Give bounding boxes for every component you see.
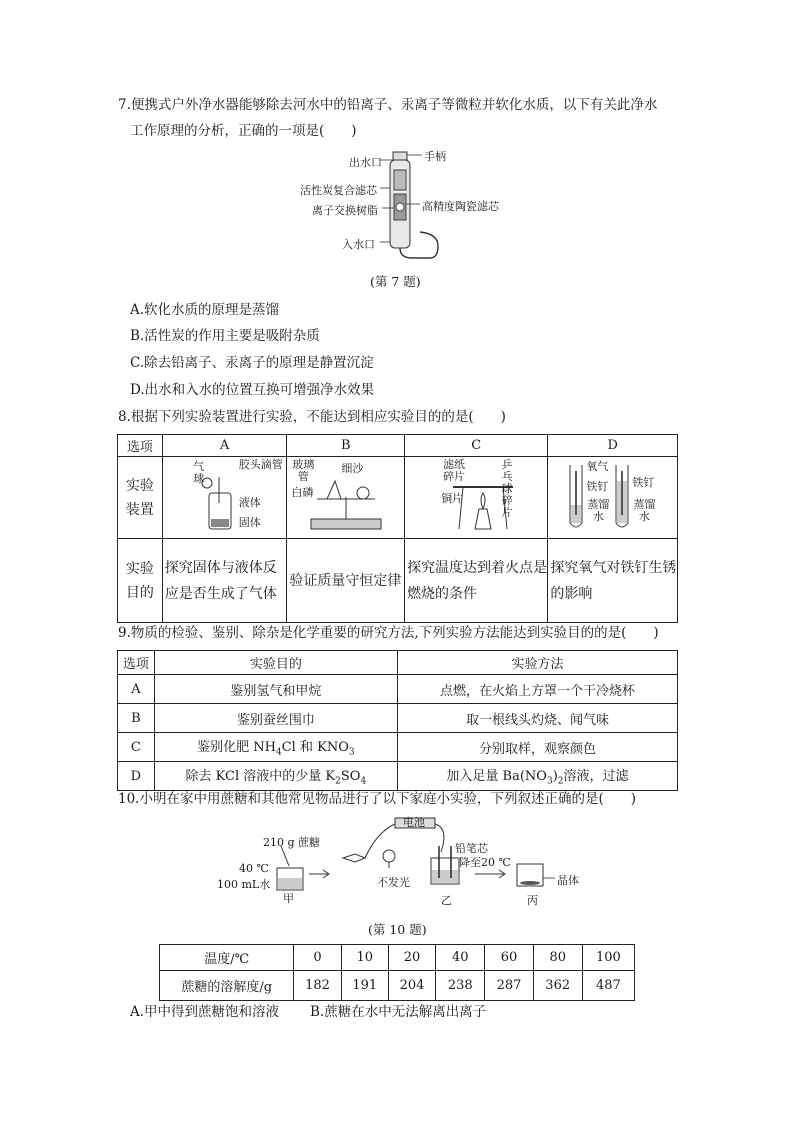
label-no-light: 不发光	[377, 876, 410, 889]
label-yi: 乙	[441, 894, 452, 907]
label-pencil-lead: 铅笔芯	[455, 842, 488, 855]
q8-header-d: D	[548, 435, 678, 457]
label-cool-20: 降至20 ℃	[459, 856, 511, 869]
table-row	[118, 733, 678, 762]
q8-header-b: B	[287, 435, 405, 457]
q9-row-b-method: 取一根线头灼烧、闻气味	[397, 704, 677, 733]
q8-purpose-a: 探究固体与液体反应是否生成了气体	[162, 539, 287, 623]
q10-temp-2: 20	[388, 945, 435, 971]
q10-temp-3: 40	[436, 945, 485, 971]
label-water-2: 蒸馏水	[633, 498, 656, 523]
q10-option-a: A.甲中得到蔗糖饱和溶液	[130, 1004, 280, 1020]
q9-row-d-method-sub2: 2	[557, 776, 564, 787]
q10-temp-label: 温度/℃	[160, 945, 294, 971]
label-glass-tube: 玻璃管	[292, 458, 315, 483]
apparatus-c	[405, 457, 548, 539]
label-ceramic-filter: 高精度陶瓷滤芯	[422, 200, 499, 213]
label-phosphorus: 白磷	[291, 486, 314, 499]
q9-row-c-purpose-sub2: 3	[348, 747, 355, 758]
q9-row-d-purpose-sub2: 4	[360, 776, 367, 787]
table-row	[118, 704, 678, 733]
table-row	[118, 675, 678, 704]
q10-temp-5: 80	[533, 945, 582, 971]
q10-solubility-6: 487	[582, 971, 634, 1001]
label-temp-40: 40 ℃	[239, 862, 269, 875]
q7-option-c: C.除去铅离子、汞离子的原理是静置沉淀	[130, 355, 374, 371]
q9-row-c-option: C	[118, 733, 155, 762]
label-nail-2: 铁钉	[632, 476, 655, 489]
apparatus-b	[287, 457, 405, 539]
q10-option-b: B.蔗糖在水中无法解离出离子	[310, 1004, 487, 1020]
q10-solubility-4: 287	[485, 971, 533, 1001]
q9-row-c-purpose-part1: 鉴别化肥 NH	[197, 740, 276, 756]
q10-solubility-label: 蔗糖的溶解度/g	[160, 971, 294, 1001]
q10-solubility-3: 238	[436, 971, 485, 1001]
q10-solubility-table	[159, 944, 635, 1001]
label-balloon: 气球	[193, 460, 205, 485]
q8-purpose-c: 探究温度达到着火点是燃烧的条件	[405, 539, 548, 623]
q8-stem: 8.根据下列实验装置进行实验，不能达到相应实验目的的是( )	[118, 409, 506, 425]
label-dropper: 胶头滴管	[238, 458, 283, 471]
q8-row-purpose-label: 实验目的	[118, 539, 163, 623]
q9-row-a-option: A	[118, 675, 155, 704]
q9-row-d-option: D	[118, 762, 155, 791]
q8-header-c: C	[405, 435, 548, 457]
label-water-100ml: 100 mL水	[217, 878, 271, 891]
label-battery: 电池	[403, 816, 425, 829]
label-sugar: 210 g 蔗糖	[263, 836, 321, 849]
q8-purpose-d: 探究氧气对铁钉生锈的影响	[548, 539, 678, 623]
q9-row-c-purpose-part2: Cl 和 KNO	[281, 740, 349, 756]
q7-stem-line2: 工作原理的分析，正确的一项是( )	[130, 123, 357, 139]
apparatus-a	[162, 457, 287, 539]
q9-stem: 9.物质的检验、鉴别、除杂是化学重要的研究方法,下列实验方法能达到实验目的的是( )	[118, 625, 659, 641]
q9-header-method: 实验方法	[397, 651, 677, 675]
test-tubes-icon	[548, 457, 678, 539]
q9-row-a-method: 点燃，在火焰上方罩一个干冷烧杯	[397, 675, 677, 704]
label-bing: 丙	[527, 894, 538, 907]
burner-copper-icon	[405, 457, 549, 539]
q9-header-option: 选项	[118, 651, 155, 675]
q10-solubility-0: 182	[294, 971, 341, 1001]
label-liquid: 液体	[238, 496, 261, 509]
q10-solubility-2: 204	[388, 971, 435, 1001]
label-outlet: 出水口	[349, 156, 382, 169]
q9-row-d-method-part2: )	[552, 769, 558, 785]
q7-option-d: D.出水和入水的位置互换可增强净水效果	[130, 382, 375, 398]
label-oxygen: 氧气	[586, 460, 609, 473]
q7-caption: (第 7 题)	[370, 274, 421, 289]
label-solid: 固体	[238, 516, 261, 529]
q7-stem-line1: 7.便携式户外净水器能够除去河水中的铅离子、汞离子等微粒并软化水质，以下有关此净水	[118, 97, 658, 113]
q10-temp-6: 100	[582, 945, 634, 971]
label-copper: 铜片	[441, 492, 464, 505]
label-handle: 手柄	[424, 150, 446, 163]
q9-row-d-purpose-part1: 除去 KCl 溶液中的少量 K	[185, 769, 336, 785]
q9-row-d-purpose-sub1: 2	[335, 776, 341, 787]
q10-solubility-1: 191	[341, 971, 388, 1001]
label-water-1: 蒸馏水	[587, 498, 610, 523]
q9-row-d-method-part1: 加入足量 Ba(NO	[446, 769, 547, 785]
label-inlet: 入水口	[342, 238, 375, 251]
q9-row-b-option: B	[118, 704, 155, 733]
q10-figure	[205, 812, 595, 912]
q10-temp-4: 60	[485, 945, 533, 971]
q10-caption: (第 10 题)	[368, 922, 427, 937]
q9-header-purpose: 实验目的	[154, 651, 397, 675]
q9-row-d-purpose-part2: SO	[340, 769, 361, 785]
q9-row-c-purpose-sub1: 4	[276, 747, 282, 758]
apparatus-d	[548, 457, 678, 539]
label-nail-1: 铁钉	[586, 480, 609, 493]
q9-row-b-purpose: 鉴别蚕丝围巾	[154, 704, 397, 733]
q10-stem: 10.小明在家中用蔗糖和其他常见物品进行了以下家庭小实验，下列叙述正确的是( )	[118, 791, 637, 807]
label-jia: 甲	[283, 892, 294, 905]
q8-table	[117, 434, 678, 623]
q10-temp-0: 0	[294, 945, 341, 971]
q7-option-b: B.活性炭的作用主要是吸附杂质	[130, 328, 320, 344]
q9-row-a-purpose: 鉴别氢气和甲烷	[154, 675, 397, 704]
q10-temp-1: 10	[341, 945, 388, 971]
q7-option-a: A.软化水质的原理是蒸馏	[130, 302, 280, 318]
label-pingpong: 乒乓球碎片	[501, 458, 513, 519]
q10-solubility-5: 362	[533, 971, 582, 1001]
label-filter-paper: 滤纸碎片	[443, 458, 466, 483]
q9-row-d-method-sub1: 3	[546, 776, 553, 787]
label-crystal: 晶体	[557, 874, 579, 887]
q8-header-a: A	[162, 435, 287, 457]
label-sand: 细沙	[341, 462, 364, 475]
q8-header-option: 选项	[118, 435, 163, 457]
q9-row-d-method-part3: 溶液，过滤	[563, 769, 629, 785]
q9-row-c-purpose	[154, 733, 397, 762]
q9-row-c-method: 分别取样，观察颜色	[397, 733, 677, 762]
label-carbon-filter: 活性炭复合滤芯	[300, 184, 377, 197]
label-resin: 离子交换树脂	[312, 204, 378, 217]
q8-row-apparatus-label: 实验装置	[118, 457, 163, 539]
q8-purpose-b: 验证质量守恒定律	[287, 539, 405, 623]
q9-table	[117, 650, 678, 791]
q7-figure	[300, 146, 500, 261]
